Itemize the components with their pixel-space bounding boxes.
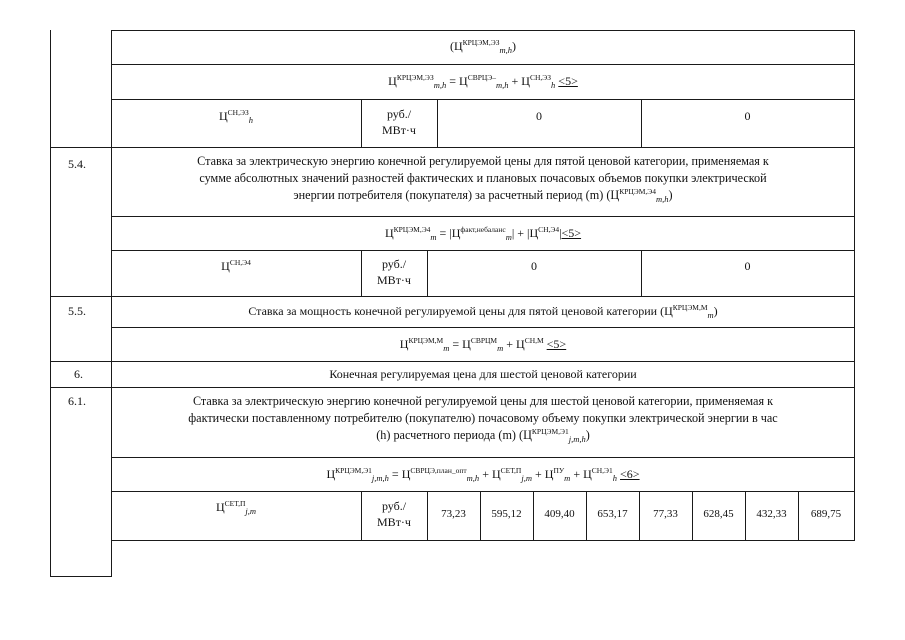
grid-line: [111, 30, 855, 31]
subscript: m: [564, 473, 571, 483]
symbol: Ц: [451, 226, 461, 240]
footnote-link[interactable]: <5>: [558, 74, 578, 88]
subscript: m,h: [656, 194, 669, 204]
symbol: Ц: [215, 500, 225, 514]
row-5-5-formula: [111, 336, 855, 353]
superscript: СН,ЭЗ: [529, 73, 552, 82]
unit-line: руб./: [381, 257, 407, 271]
row-6-1-value: 653,17: [597, 508, 628, 520]
row-6-1-value: 689,75: [810, 508, 842, 520]
superscript: КРЦЭМ,М: [672, 303, 708, 312]
desc-text: Ставка за мощность конечной регулируемой цены для пятой ценовой категории: [248, 304, 658, 318]
symbol: Ц: [326, 467, 336, 481]
subscript: m: [497, 343, 504, 353]
operator: =: [452, 337, 460, 351]
operator: +: [482, 467, 489, 481]
operator: =: [449, 74, 457, 88]
desc-line: Ставка за электрическую энергию конечной регулируемой цены для пятой ценовой категории, применяемая к: [197, 154, 769, 168]
row-6-1-description: [111, 393, 855, 444]
subscript: j,m,h: [371, 473, 389, 483]
row-6-1-value: 77,33: [653, 508, 678, 520]
grid-line: [50, 361, 855, 362]
symbol: Ц: [583, 467, 592, 481]
superscript: СВРЦМ: [470, 336, 498, 345]
symbol: Ц: [388, 74, 397, 88]
grid-line: [111, 327, 855, 328]
symbol: Ц: [664, 304, 673, 318]
grid-line: [50, 147, 855, 148]
superscript: СН,ЭЗ: [227, 108, 249, 117]
symbol: Ц: [529, 226, 539, 240]
operator: +: [511, 74, 519, 88]
operator: +: [573, 467, 581, 481]
unit-line: руб./: [381, 499, 407, 513]
row-5-3-label-tail: $(Ц^{КРЦЭМ,ЭЗ}_{m,h})$: [449, 38, 517, 55]
row-6-1-value: 628,45: [703, 508, 734, 520]
superscript: СВРЦЭ,план_опт: [410, 466, 467, 475]
subscript: m,h: [466, 473, 480, 483]
subscript: m: [430, 232, 437, 242]
symbol: Ц: [399, 337, 409, 351]
superscript: ПУ: [553, 466, 565, 475]
footnote-link[interactable]: <5>: [561, 226, 582, 240]
row-5-3-value: 0: [536, 109, 542, 123]
grid-line: [50, 30, 51, 576]
subscript: m: [505, 232, 512, 242]
footnote-link[interactable]: <5>: [546, 337, 567, 351]
row-5-3-formula: [111, 73, 855, 90]
subscript: h: [248, 115, 253, 125]
desc-line: Ставка за электрическую энергию конечной регулируемой цены для шестой ценовой категории, применяемая к: [192, 394, 774, 408]
subscript: m: [443, 343, 450, 353]
desc-line: фактически поставленному потребителю (покупателю) почасовому объему покупки электрической энергии в час: [188, 411, 778, 425]
row-6-1-formula: [111, 466, 855, 483]
row-6-1-value: 409,40: [544, 508, 575, 520]
unit-line: руб./: [386, 107, 412, 121]
row-5-4-param: [111, 258, 361, 275]
subscript: h: [612, 473, 618, 483]
grid-line: [111, 457, 855, 458]
grid-line: [111, 216, 855, 217]
row-6-1-unit: [361, 498, 427, 530]
row-number: 5.5.: [68, 304, 86, 318]
symbol: Ц: [610, 188, 620, 202]
symbol: Ц: [459, 74, 468, 88]
symbol: Ц: [401, 467, 411, 481]
operator: =: [391, 467, 399, 481]
symbol: Ц: [491, 467, 501, 481]
row-6-1-value: 595,12: [491, 508, 522, 520]
row-5-4-value: 0: [531, 259, 537, 273]
grid-line: [111, 64, 855, 65]
symbol: Ц: [523, 428, 532, 442]
superscript: КРЦЭМ,Э4: [393, 225, 431, 234]
row-5-5-description: Ставка за мощность конечной регулируемой цены для пятой ценовой категории $(Ц^{КРЦЭМ,М}_m)$: [248, 303, 718, 320]
row-number: 5.4.: [68, 157, 86, 171]
operator: =: [439, 226, 447, 240]
symbol: Ц: [516, 337, 525, 351]
row-5-4-description: [111, 153, 855, 204]
superscript: СЕТ,П: [500, 466, 522, 475]
subscript: h: [551, 80, 556, 90]
operator: +: [506, 337, 514, 351]
row-6-1-value: 73,23: [441, 508, 466, 520]
desc-line: сумме абсолютных значений разностей фактических и плановых почасовых объемов покупки электрической: [199, 171, 767, 185]
subscript: j,m,h: [568, 434, 586, 444]
subscript: m,h: [499, 45, 513, 55]
row-5-3-unit: [361, 106, 437, 138]
subscript: j,m: [245, 506, 256, 516]
subscript: m,h: [495, 80, 509, 90]
subscript: j,m: [521, 473, 532, 483]
symbol: Ц: [462, 337, 471, 351]
row-6-1-value: 432,33: [756, 508, 787, 520]
row-6-description: Конечная регулируемая цена для шестой ценовой категории: [329, 367, 637, 381]
grid-line: [111, 250, 855, 251]
row-5-3-value: 0: [744, 109, 751, 123]
superscript: факт,небаланс: [460, 225, 506, 234]
desc-line: (h) расчетного периода (m) $(Ц^{КРЦЭМ,Э1}_{j,m,h})$: [376, 427, 590, 444]
superscript: КРЦЭМ,Э4: [619, 187, 656, 196]
grid-line: [111, 540, 855, 541]
grid-line: [50, 576, 112, 577]
symbol: Ц: [384, 226, 394, 240]
row-number: 6.1.: [68, 394, 86, 408]
footnote-link[interactable]: <6>: [620, 467, 640, 481]
unit-line: МВт·ч: [382, 123, 416, 137]
grid-line: [50, 387, 855, 388]
unit-line: МВт·ч: [377, 515, 411, 529]
row-5-4-value: 0: [744, 259, 751, 273]
superscript: СН,Э4: [538, 225, 560, 234]
grid-line: [50, 296, 855, 297]
subscript: m: [707, 310, 714, 320]
superscript: КРЦЭМ,ЭЗ: [396, 73, 434, 82]
grid-line: [111, 491, 855, 492]
desc-text: (h) расчетного периода (m): [376, 428, 516, 442]
symbol: Ц: [218, 109, 228, 123]
operator: +: [534, 467, 542, 481]
superscript: СН,М: [524, 336, 544, 345]
desc-text: энергии потребителя (покупателя) за расчетный период (m): [293, 188, 604, 202]
symbol: Ц: [453, 39, 463, 53]
operator: +: [517, 226, 525, 240]
superscript: КРЦЭМ,Э1: [335, 466, 372, 475]
superscript: СЕТ,П: [224, 499, 246, 508]
row-6-1-param: [111, 499, 361, 516]
grid-line: [111, 99, 855, 100]
grid-line: [854, 30, 855, 540]
superscript: СВРЦЭ–: [467, 73, 496, 82]
superscript: КРЦЭМ,Э1: [531, 427, 569, 436]
superscript: СН,Э1: [591, 466, 613, 475]
symbol: Ц: [521, 74, 530, 88]
subscript: m,h: [433, 80, 447, 90]
desc-line: энергии потребителя (покупателя) за расчетный период (m) $(Ц^{КРЦЭМ,Э4}_{m,h})$: [293, 187, 673, 204]
symbol: Ц: [544, 467, 554, 481]
row-5-4-formula: $Ц^{КРЦЭМ,Э4}_m = |Ц^{факт,небаланс}_m| + |Ц^{СН,Э4}|<5>$: [384, 225, 582, 242]
unit-line: МВт·ч: [377, 273, 411, 287]
row-number: 6.: [74, 367, 83, 381]
row-5-4-unit: [361, 256, 427, 288]
superscript: КРЦЭМ,М: [408, 336, 444, 345]
row-5-3-param: [111, 108, 361, 125]
superscript: СН,Э4: [229, 258, 251, 267]
superscript: КРЦЭМ,ЭЗ: [462, 38, 500, 47]
symbol: Ц: [221, 259, 230, 273]
